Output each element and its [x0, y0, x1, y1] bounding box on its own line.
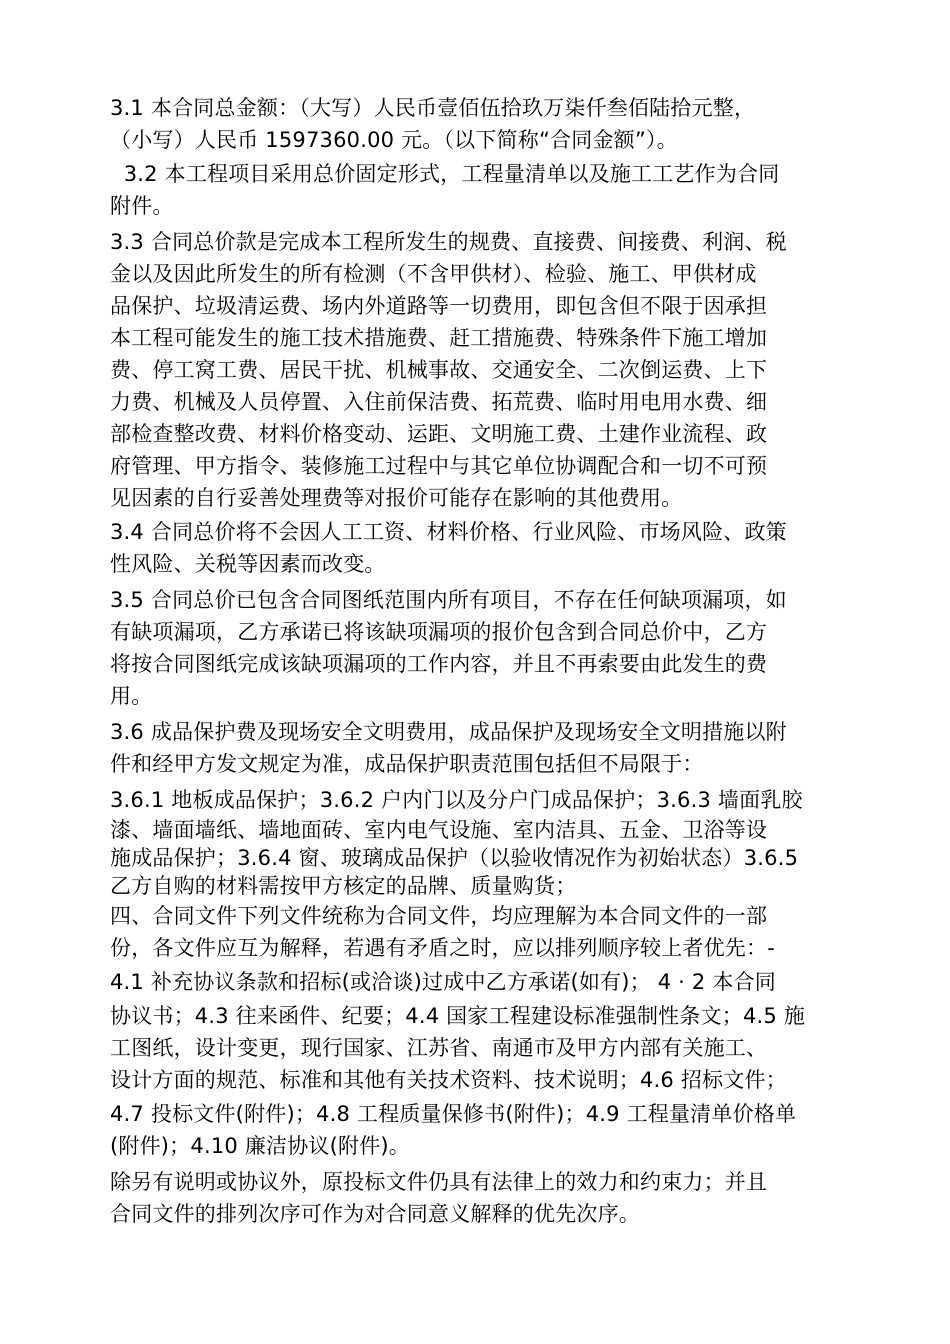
- text-line: 施成品保护；3.6.4 窗、玻璃成品保护（以验收情况作为初始状态）3.6.5: [110, 846, 799, 870]
- text-line: 有缺项漏项，乙方承诺已将该缺项漏项的报价包含到合同总价中，乙方: [110, 620, 768, 644]
- text-line: 3.4 合同总价将不会因人工工资、材料价格、行业风险、市场风险、政策: [110, 520, 787, 544]
- text-line: 3.6.1 地板成品保护；3.6.2 户内门以及分户门成品保护；3.6.3 墙面乳胶: [110, 788, 803, 812]
- text-line: 部检查整改费、材料价格变动、运距、文明施工费、土建作业流程、政: [110, 422, 768, 446]
- text-line: 府管理、甲方指令、装修施工过程中与其它单位协调配合和一切不可预: [110, 454, 768, 478]
- text-line: （小写）人民币 1597360.00 元。（以下简称“合同金额”）。: [110, 128, 678, 152]
- text-line: 合同文件的排列次序可作为对合同意义解释的优先次序。: [110, 1202, 640, 1226]
- text-line: 附件。: [110, 194, 174, 218]
- text-line: 4.7 投标文件(附件)；4.8 工程质量保修书(附件)；4.9 工程量清单价格单: [110, 1102, 797, 1126]
- text-line: 份，各文件应互为解释，若遇有矛盾之时，应以排列顺序较上者优先：-: [110, 936, 775, 960]
- text-line: 3.2 本工程项目采用总价固定形式，工程量清单以及施工工艺作为合同: [110, 162, 780, 186]
- text-line: 3.3 合同总价款是完成本工程所发生的规费、直接费、间接费、利润、税: [110, 230, 787, 254]
- text-line: 3.5 合同总价已包含合同图纸范围内所有项目，不存在任何缺项漏项，如: [110, 588, 787, 612]
- text-line: 本工程可能发生的施工技术措施费、赶工措施费、特殊条件下施工增加: [110, 326, 768, 350]
- text-line: 协议书；4.3 往来函件、纪要；4.4 国家工程建设标准强制性条文；4.5 施: [110, 1004, 806, 1028]
- text-line: 件和经甲方发文规定为准，成品保护职责范围包括但不局限于：: [110, 752, 704, 776]
- text-line: 4.1 补充协议条款和招标(或洽谈)过成中乙方承诺(如有)； 4 · 2 本合同: [110, 970, 776, 994]
- text-line: 漆、墙面墙纸、墙地面砖、室内电气设施、室内洁具、五金、卫浴等设: [110, 818, 768, 842]
- text-line: 除另有说明或协议外，原投标文件仍具有法律上的效力和约束力；并且: [110, 1170, 768, 1194]
- text-line: 品保护、垃圾清运费、场内外道路等一切费用，即包含但不限于因承担: [110, 294, 768, 318]
- text-line: (附件)；4.10 廉洁协议(附件)。: [110, 1134, 411, 1158]
- text-line: 设计方面的规范、标准和其他有关技术资料、技术说明；4.6 招标文件；: [110, 1068, 787, 1092]
- text-line: 乙方自购的材料需按甲方核定的品牌、质量购货；: [110, 874, 577, 898]
- text-line: 工图纸，设计变更，现行国家、江苏省、南通市及甲方内部有关施工、: [110, 1036, 768, 1060]
- text-line: 费、停工窝工费、居民干扰、机械事故、交通安全、二次倒运费、上下: [110, 358, 768, 382]
- text-line: 3.1 本合同总金额：（大写）人民币壹佰伍拾玖万柒仟叁佰陆拾元整，: [110, 96, 756, 120]
- text-line: 用。: [110, 684, 153, 708]
- text-line: 3.6 成品保护费及现场安全文明费用，成品保护及现场安全文明措施以附: [110, 720, 787, 744]
- text-line: 四、合同文件下列文件统称为合同文件，均应理解为本合同文件的一部: [110, 904, 768, 928]
- text-line: 金以及因此所发生的所有检测（不含甲供材）、检验、施工、甲供材成: [110, 262, 757, 286]
- text-line: 见因素的自行妥善处理费等对报价可能存在影响的其他费用。: [110, 486, 683, 510]
- text-line: 性风险、关税等因素而改变。: [110, 552, 386, 576]
- text-line: 力费、机械及人员停置、入住前保洁费、拓荒费、临时用电用水费、细: [110, 390, 768, 414]
- text-line: 将按合同图纸完成该缺项漏项的工作内容，并且不再索要由此发生的费: [110, 652, 768, 676]
